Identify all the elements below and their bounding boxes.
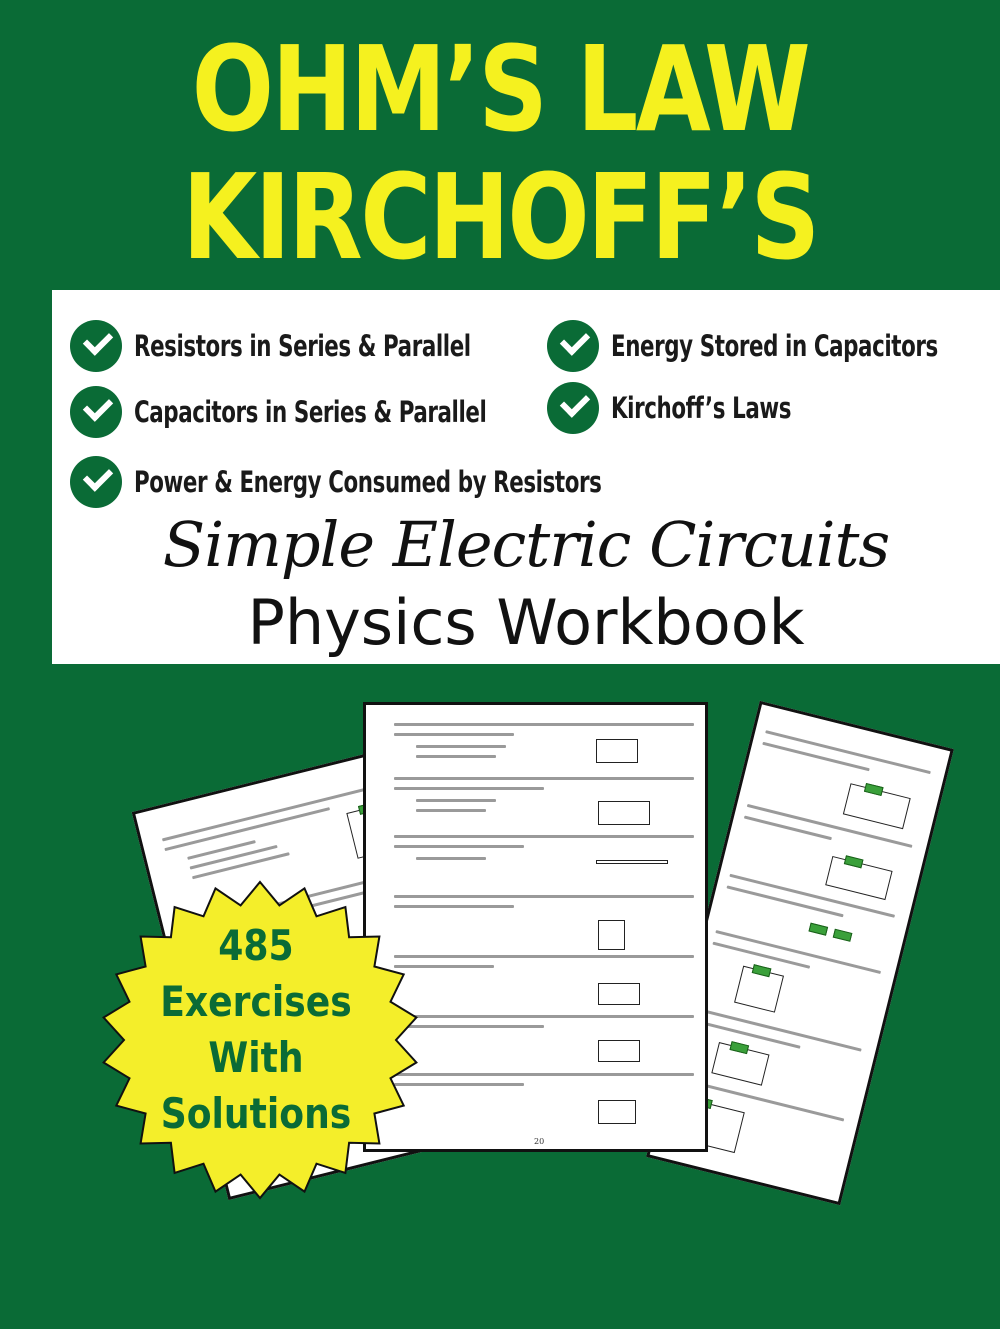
feature-label: Kirchoff’s Laws bbox=[611, 391, 792, 425]
title-line-2: KIRCHOFF’S bbox=[182, 148, 818, 286]
feature-label: Power & Energy Consumed by Resistors bbox=[134, 465, 602, 499]
resistor-icon bbox=[833, 929, 853, 942]
feature-energy-capacitors bbox=[547, 320, 1000, 372]
badge-exercises: Exercises bbox=[160, 977, 352, 1026]
title-line-1: OHM’S LAW bbox=[191, 20, 809, 158]
feature-panel bbox=[52, 290, 1000, 664]
script-title: Simple Electric Circuits bbox=[162, 508, 890, 581]
feature-label: Energy Stored in Capacitors bbox=[611, 329, 938, 363]
badge-solutions: Solutions bbox=[160, 1089, 352, 1138]
feature-capacitors bbox=[70, 386, 564, 438]
page-number: 20 bbox=[534, 1137, 545, 1146]
check-circle-icon bbox=[70, 456, 122, 508]
check-circle-icon bbox=[547, 382, 599, 434]
check-circle-icon bbox=[70, 386, 122, 438]
feature-label: Capacitors in Series & Parallel bbox=[134, 395, 487, 429]
feature-kirchoff bbox=[547, 382, 831, 434]
feature-label: Resistors in Series & Parallel bbox=[134, 329, 471, 363]
badge-with: With bbox=[208, 1033, 304, 1082]
feature-resistors bbox=[70, 320, 545, 372]
resistor-icon bbox=[808, 923, 828, 936]
check-circle-icon bbox=[70, 320, 122, 372]
check-circle-icon bbox=[547, 320, 599, 372]
feature-power-energy bbox=[70, 456, 704, 508]
badge-count: 485 bbox=[218, 921, 294, 970]
badge-text bbox=[122, 918, 390, 1142]
subtitle: Physics Workbook bbox=[247, 586, 805, 659]
